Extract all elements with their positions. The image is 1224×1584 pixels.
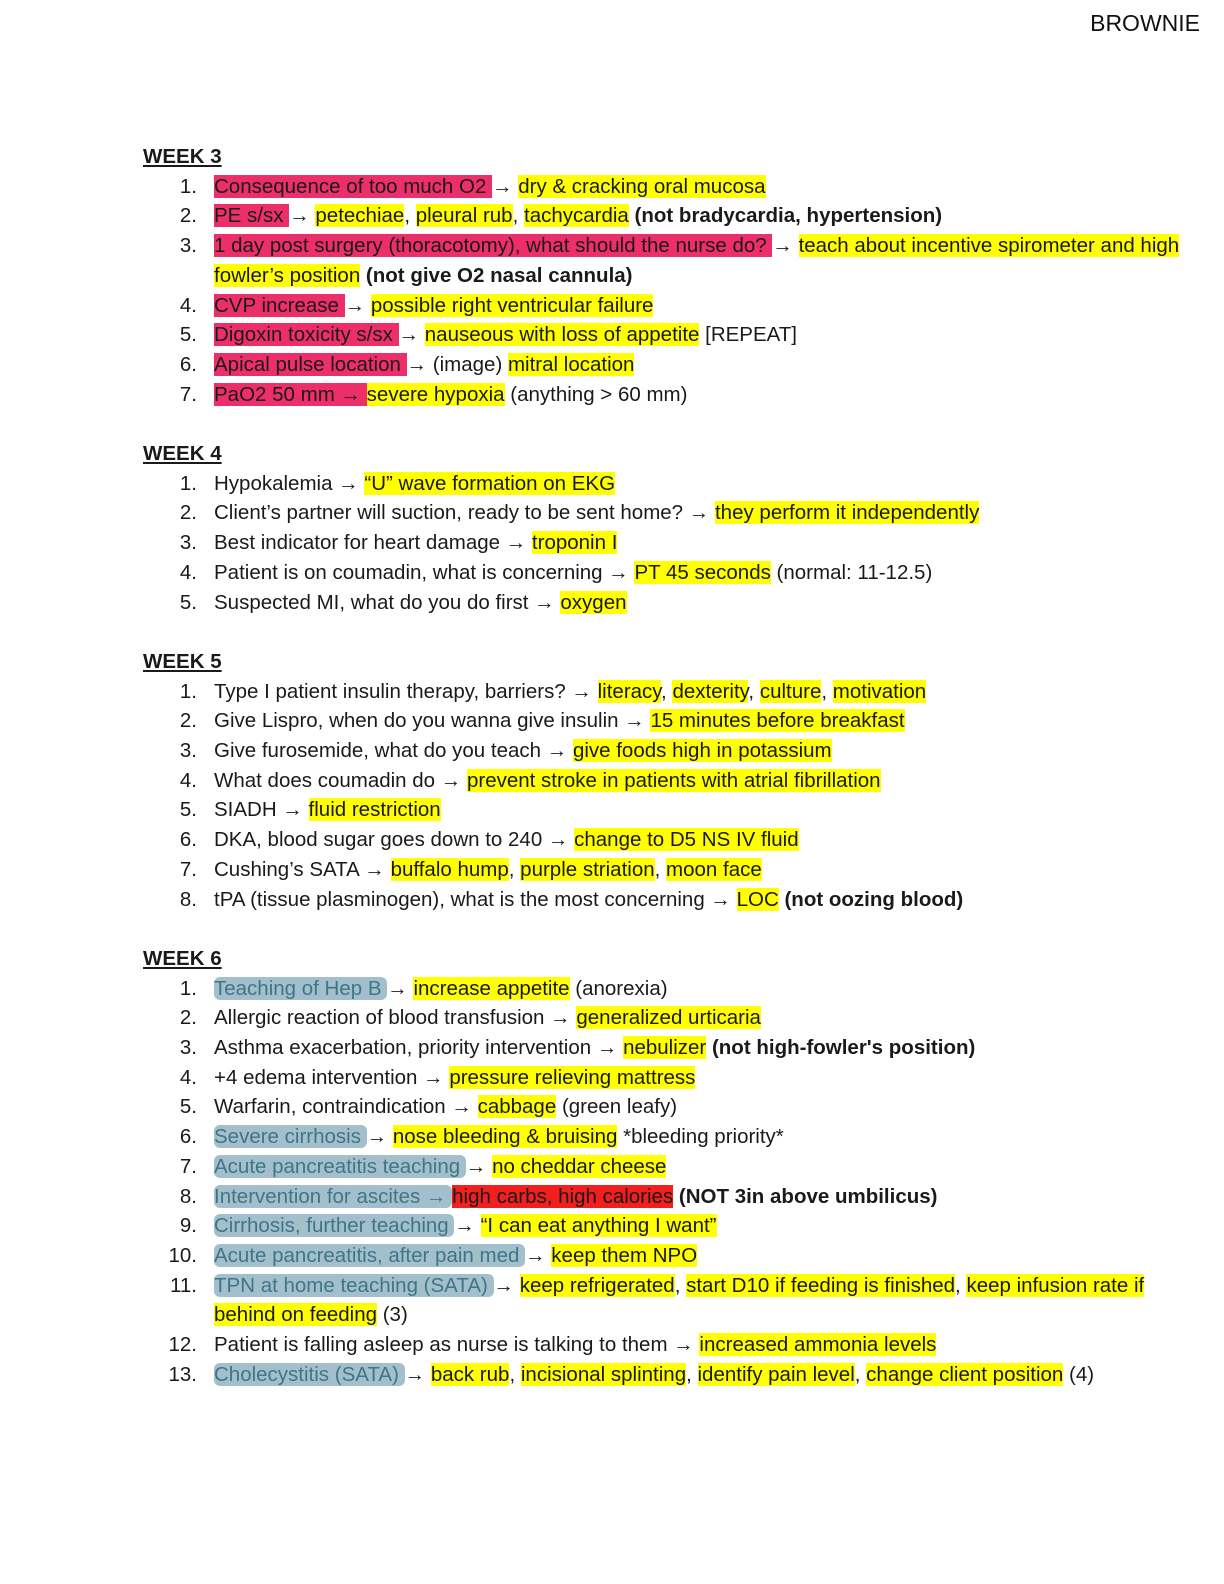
week-section: [143, 439, 1203, 617]
bold-note: (not high-fowler's position): [706, 1035, 976, 1059]
question-marker-highlight: Intervention for ascites →: [214, 1184, 453, 1208]
plain-text: Patient is on coumadin, what is concerning →: [214, 560, 635, 584]
answer-highlight: they perform it independently: [714, 501, 980, 525]
question-highlight: Digoxin toxicity s/sx: [214, 323, 399, 347]
plain-text: →: [465, 1154, 493, 1178]
question-marker-highlight: Acute pancreatitis teaching: [214, 1154, 466, 1178]
plain-text: ,: [509, 1362, 521, 1386]
plain-text: (anything > 60 mm): [504, 382, 688, 406]
week-section: [143, 944, 1203, 1390]
plain-text: (anorexia): [569, 976, 668, 1000]
answer-highlight: “U” wave formation on EKG: [364, 471, 616, 495]
answer-highlight: nauseous with loss of appetite: [424, 323, 700, 347]
bold-note: (not oozing blood): [778, 887, 964, 911]
item-number: 10.: [168, 1243, 197, 1267]
item-number: 13.: [168, 1362, 197, 1386]
list-item: [143, 1211, 1203, 1241]
list-item: [143, 974, 1203, 1004]
week-section: [143, 142, 1203, 409]
plain-text: Hypokalemia →: [214, 471, 365, 495]
question-highlight: Apical pulse location: [214, 352, 407, 376]
answer-highlight: cabbage: [477, 1095, 557, 1119]
plain-text: Patient is falling asleep as nurse is talking to them →: [214, 1333, 700, 1357]
item-number: 7.: [179, 857, 197, 881]
bold-note: (not bradycardia, hypertension): [628, 204, 943, 228]
section-spacer: [143, 409, 1203, 439]
item-number: 4.: [179, 560, 197, 584]
list-item: [143, 825, 1203, 855]
plain-text: →: [398, 323, 425, 347]
answer-highlight: give foods high in potassium: [572, 738, 832, 762]
answer-highlight: teach about incentive spirometer and high fowler’s position: [214, 234, 1180, 287]
list-item: [143, 1092, 1203, 1122]
list-item: [143, 1152, 1203, 1182]
section-spacer: [143, 617, 1203, 647]
plain-text: Give Lispro, when do you wanna give insulin →: [214, 709, 651, 733]
plain-text: →: [344, 293, 371, 317]
item-number: 8.: [179, 887, 197, 911]
answer-highlight: buffalo hump: [390, 857, 509, 881]
list-item: [143, 736, 1203, 766]
list-item: [143, 1271, 1203, 1330]
item-number: 1.: [179, 679, 197, 703]
plain-text: ,: [955, 1273, 967, 1297]
plain-text: →: [366, 1125, 393, 1149]
list-item: [143, 469, 1203, 499]
question-highlight: PE s/sx: [214, 204, 290, 228]
answer-highlight: no cheddar cheese: [492, 1154, 667, 1178]
plain-text: ,: [686, 1362, 698, 1386]
item-number: 5.: [179, 590, 197, 614]
item-number: 4.: [179, 768, 197, 792]
list-item: [143, 1063, 1203, 1093]
item-number: 2.: [179, 1006, 197, 1030]
item-number: 3.: [179, 234, 197, 258]
item-number: 2.: [179, 709, 197, 733]
answer-highlight: dexterity: [672, 679, 749, 703]
answer-highlight: purple striation: [520, 857, 655, 881]
item-number: 7.: [179, 1154, 197, 1178]
answer-highlight: incisional splinting: [520, 1362, 687, 1386]
answer-highlight: prevent stroke in patients with atrial fibrillation: [466, 768, 881, 792]
answer-highlight: motivation: [832, 679, 927, 703]
plain-text: SIADH →: [214, 798, 309, 822]
plain-text: (3): [377, 1303, 408, 1327]
plain-text: ,: [674, 1273, 687, 1297]
week-heading: WEEK 4: [143, 442, 222, 465]
plain-text: →: [454, 1214, 481, 1238]
list-item: [143, 1241, 1203, 1271]
plain-text: ,: [748, 679, 760, 703]
list-item: [143, 498, 1203, 528]
plain-text: → (image): [406, 352, 508, 376]
answer-highlight: oxygen: [560, 590, 627, 614]
answer-highlight: moon face: [666, 857, 762, 881]
list-item: [143, 320, 1203, 350]
week-heading: WEEK 6: [143, 946, 222, 970]
question-highlight: CVP increase: [214, 293, 345, 317]
item-number: 8.: [179, 1184, 197, 1208]
item-number: 6.: [179, 828, 197, 852]
question-highlight: Consequence of too much O2: [214, 174, 493, 198]
study-notes: [143, 142, 1203, 1389]
plain-text: tPA (tissue plasminogen), what is the most concerning →: [214, 887, 737, 911]
week-heading: WEEK 3: [143, 145, 222, 168]
item-number: 6.: [179, 352, 197, 376]
plain-text: (4): [1063, 1362, 1095, 1386]
list-item: [143, 231, 1203, 290]
answer-highlight: tachycardia: [524, 204, 629, 228]
answer-highlight: troponin I: [531, 531, 618, 555]
question-list: [143, 974, 1203, 1390]
list-item: [143, 558, 1203, 588]
week-section: [143, 647, 1203, 914]
list-item: [143, 588, 1203, 618]
question-highlight: 1 day post surgery (thoracotomy), what should the nurse do?: [214, 234, 773, 258]
answer-highlight: literacy: [597, 679, 662, 703]
plain-text: +4 edema intervention →: [214, 1065, 450, 1089]
list-item: [143, 1360, 1203, 1390]
item-number: 5.: [179, 798, 197, 822]
plain-text: Asthma exacerbation, priority intervention →: [214, 1035, 624, 1059]
question-marker-highlight: TPN at home teaching (SATA): [214, 1273, 494, 1297]
plain-text: ,: [404, 204, 416, 228]
question-list: [143, 677, 1203, 915]
list-item: [143, 1182, 1203, 1212]
plain-text: →: [404, 1362, 431, 1386]
answer-highlight: generalized urticaria: [576, 1006, 761, 1030]
answer-highlight: nebulizer: [623, 1035, 707, 1059]
plain-text: ,: [661, 679, 673, 703]
item-number: 12.: [168, 1333, 197, 1357]
bold-note: (NOT 3in above umbilicus): [673, 1184, 938, 1208]
answer-highlight: severe hypoxia: [366, 382, 505, 406]
answer-highlight: keep them NPO: [551, 1243, 698, 1267]
plain-text: →: [492, 174, 519, 198]
question-list: [143, 469, 1203, 618]
answer-highlight: LOC: [736, 887, 779, 911]
answer-highlight: PT 45 seconds: [634, 560, 771, 584]
item-number: 5.: [179, 323, 197, 347]
answer-highlight: possible right ventricular failure: [370, 293, 654, 317]
item-number: 2.: [179, 501, 197, 525]
list-item: [143, 795, 1203, 825]
plain-text: (green leafy): [556, 1095, 678, 1119]
item-number: 5.: [179, 1095, 197, 1119]
answer-highlight: fluid restriction: [308, 798, 441, 822]
answer-highlight: increase appetite: [413, 976, 570, 1000]
bold-note: (not give O2 nasal cannula): [360, 263, 633, 287]
answer-highlight: change client position: [866, 1362, 1064, 1386]
item-number: 4.: [179, 293, 197, 317]
question-marker-highlight: Cirrhosis, further teaching: [214, 1214, 455, 1238]
item-number: 4.: [179, 1065, 197, 1089]
item-number: 3.: [179, 738, 197, 762]
answer-highlight: pressure relieving mattress: [449, 1065, 696, 1089]
list-item: [143, 1033, 1203, 1063]
list-item: [143, 380, 1203, 410]
plain-text: →: [387, 976, 414, 1000]
list-item: [143, 528, 1203, 558]
plain-text: ,: [508, 857, 521, 881]
answer-highlight: change to D5 NS IV fluid: [574, 828, 799, 852]
list-item: [143, 201, 1203, 231]
document-owner-name: BROWNIE: [1090, 10, 1200, 36]
plain-text: ,: [854, 1362, 867, 1386]
item-number: 1.: [179, 174, 197, 198]
plain-text: DKA, blood sugar goes down to 240 →: [214, 828, 575, 852]
plain-text: ,: [512, 204, 524, 228]
question-marker-highlight: Severe cirrhosis: [214, 1125, 367, 1149]
plain-text: Allergic reaction of blood transfusion →: [214, 1006, 577, 1030]
list-item: [143, 885, 1203, 915]
plain-text: What does coumadin do →: [214, 768, 467, 792]
question-marker-highlight: Cholecystitis (SATA): [214, 1362, 405, 1386]
answer-highlight: “I can eat anything I want”: [480, 1214, 717, 1238]
question-marker-highlight: Teaching of Hep B: [214, 976, 388, 1000]
item-number: 3.: [179, 531, 197, 555]
item-number: 7.: [179, 382, 197, 406]
plain-text: Warfarin, contraindication →: [214, 1095, 478, 1119]
item-number: 1.: [179, 976, 197, 1000]
answer-highlight: pleural rub: [415, 204, 513, 228]
item-number: 2.: [179, 204, 197, 228]
item-number: 11.: [170, 1273, 197, 1297]
plain-text: *bleeding priority*: [617, 1125, 784, 1149]
plain-text: →: [772, 234, 799, 258]
plain-text: ,: [654, 857, 667, 881]
question-highlight: PaO2 50 mm →: [214, 382, 367, 406]
list-item: [143, 1003, 1203, 1033]
list-item: [143, 677, 1203, 707]
answer-highlight: back rub: [430, 1362, 510, 1386]
plain-text: →: [289, 204, 316, 228]
answer-highlight: petechiae: [315, 204, 405, 228]
list-item: [143, 706, 1203, 736]
item-number: 1.: [179, 471, 197, 495]
section-spacer: [143, 914, 1203, 944]
answer-highlight: identify pain level: [697, 1362, 855, 1386]
item-number: 6.: [179, 1125, 197, 1149]
list-item: [143, 350, 1203, 380]
answer-highlight: mitral location: [507, 352, 635, 376]
list-item: [143, 172, 1203, 202]
answer-highlight: keep infusion rate if behind on feeding: [214, 1273, 1145, 1327]
answer-highlight: start D10 if feeding is finished: [686, 1273, 956, 1297]
answer-highlight: keep refrigerated: [519, 1273, 675, 1297]
item-number: 9.: [179, 1214, 197, 1238]
plain-text: →: [525, 1243, 552, 1267]
plain-text: Best indicator for heart damage →: [214, 531, 532, 555]
answer-highlight: dry & cracking oral mucosa: [518, 174, 766, 198]
plain-text: Type I patient insulin therapy, barriers? →: [214, 679, 598, 703]
plain-text: [REPEAT]: [699, 323, 798, 347]
item-number: 3.: [179, 1035, 197, 1059]
plain-text: ,: [821, 679, 833, 703]
plain-text: Suspected MI, what do you do first →: [214, 590, 561, 614]
question-marker-highlight: Acute pancreatitis, after pain med: [214, 1243, 526, 1267]
plain-text: (normal: 11-12.5): [770, 560, 933, 584]
plain-text: →: [493, 1273, 520, 1297]
plain-text: Client’s partner will suction, ready to be sent home? →: [214, 501, 715, 525]
answer-highlight: culture: [759, 679, 822, 703]
list-item: [143, 855, 1203, 885]
list-item: [143, 766, 1203, 796]
answer-highlight-red: high carbs, high calories: [452, 1184, 674, 1208]
list-item: [143, 1122, 1203, 1152]
answer-highlight: increased ammonia levels: [699, 1333, 937, 1357]
question-list: [143, 172, 1203, 410]
plain-text: Cushing’s SATA →: [214, 857, 391, 881]
week-heading: WEEK 5: [143, 649, 222, 673]
answer-highlight: nose bleeding & bruising: [392, 1125, 618, 1149]
answer-highlight: 15 minutes before breakfast: [650, 709, 905, 733]
list-item: [143, 291, 1203, 321]
plain-text: Give furosemide, what do you teach →: [214, 738, 573, 762]
list-item: [143, 1330, 1203, 1360]
